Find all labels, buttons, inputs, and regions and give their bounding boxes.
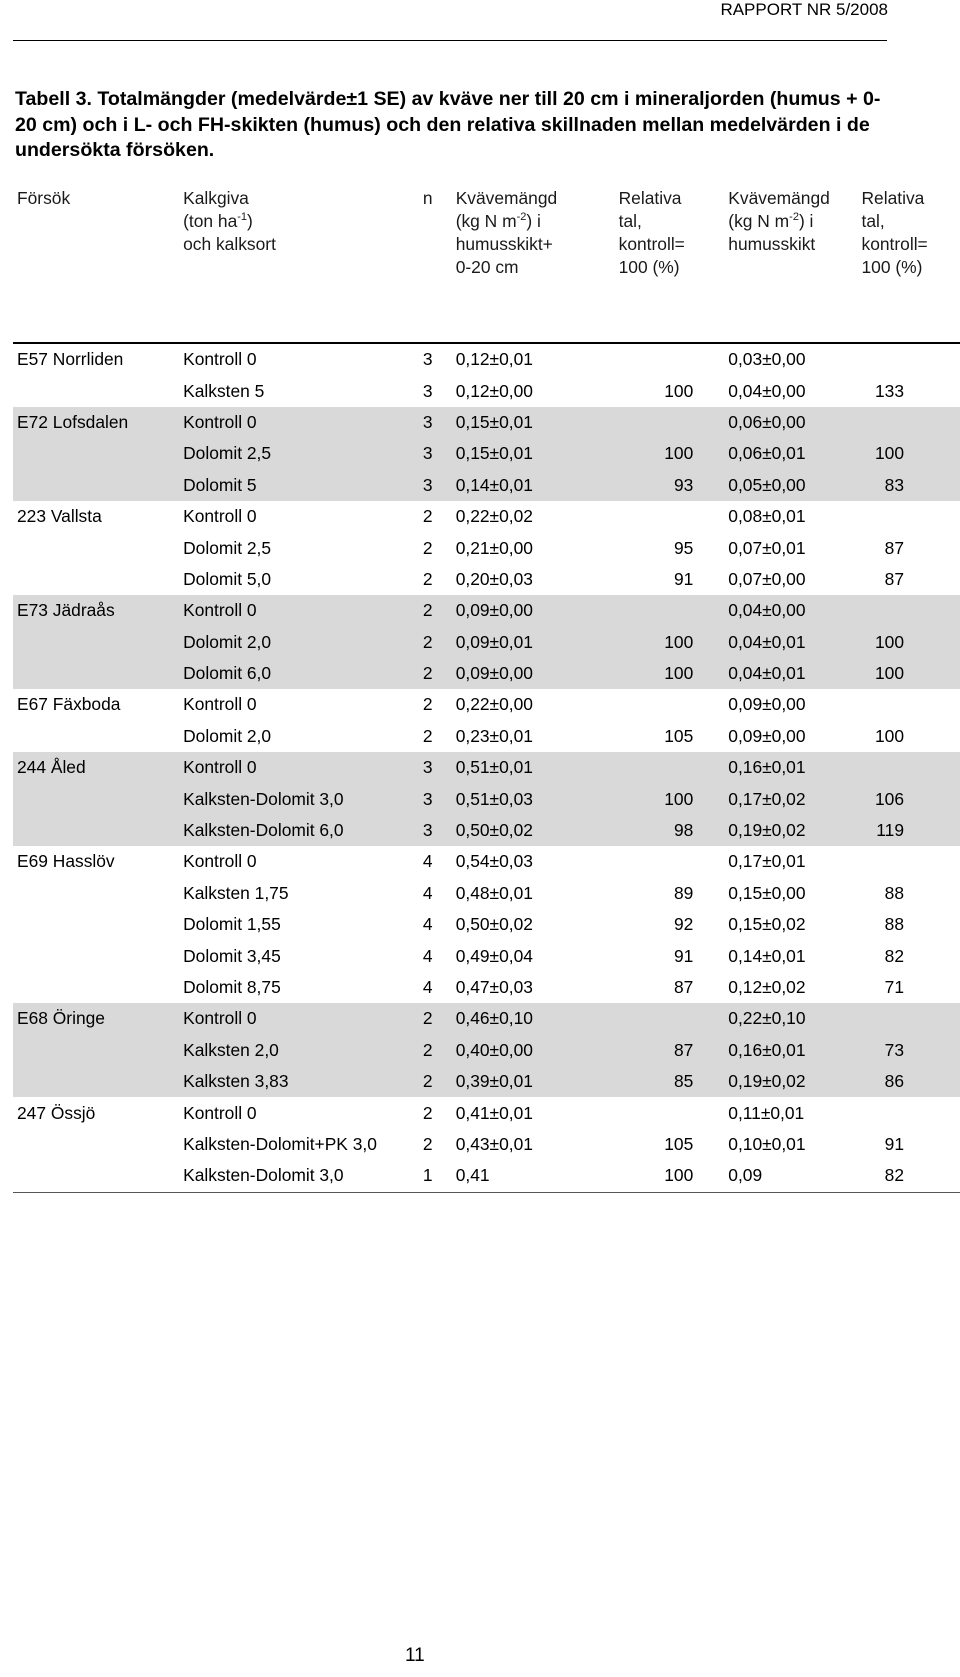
header-kalkgiva: Kalkgiva (ton $ha^{-1}$) och kalksort <box>183 188 276 254</box>
rel-total-cell: 105 <box>664 725 694 746</box>
n-cell: 3 <box>422 380 433 401</box>
n-humus-cell: 0,04±0,00 <box>728 595 861 626</box>
n-total-cell: 0,54±0,03 <box>455 851 533 872</box>
n-total-cell: 0,41 <box>455 1165 490 1186</box>
rel-total-cell: 100 <box>619 658 729 689</box>
site-cell <box>13 909 183 940</box>
rel-humus-cell: 133 <box>874 380 904 401</box>
table-row <box>13 972 960 1003</box>
n-cell: 2 <box>422 537 433 558</box>
n-total-cell: 0,41±0,01 <box>455 1102 533 1123</box>
site-cell <box>13 940 183 971</box>
site-cell <box>13 470 183 501</box>
rel-humus-cell: 71 <box>884 977 904 997</box>
n-humus-cell: 0,06±0,01 <box>728 438 861 469</box>
site-cell <box>13 1066 183 1097</box>
rel-total-cell <box>619 501 729 532</box>
rel-total-cell <box>619 752 729 783</box>
n-total-cell: 0,22±0,00 <box>455 694 533 715</box>
n-total-cell: 0,09±0,00 <box>456 658 619 689</box>
header-rule <box>13 40 887 41</box>
treatment-cell: Dolomit 6,0 <box>183 658 423 689</box>
site-cell <box>13 438 183 469</box>
site-cell <box>13 721 183 752</box>
treatment-cell: Kontroll 0 <box>183 851 257 872</box>
rel-humus-cell: 100 <box>862 438 960 469</box>
treatment-cell: Dolomit 8,75 <box>183 977 281 997</box>
site-cell <box>13 375 183 406</box>
treatment-cell: Kontroll 0 <box>183 1003 423 1034</box>
site-cell: E72 Lofsdalen <box>13 407 183 438</box>
site-cell: 247 Össjö <box>17 1102 96 1123</box>
n-cell: 2 <box>422 1133 433 1154</box>
n-cell: 4 <box>422 945 433 966</box>
n-total-cell: 0,47±0,03 <box>455 977 533 997</box>
table-row <box>13 752 960 783</box>
n-total-cell: 0,43±0,01 <box>455 1133 533 1154</box>
rel-humus-cell: 88 <box>884 882 904 903</box>
header-kvavemangd-total: Kvävemängd (kg N $m^{-2}$) i humusskikt+ 0-20 cm <box>455 188 558 277</box>
treatment-cell: Kalksten 3,83 <box>183 1066 423 1097</box>
treatment-cell: Kontroll 0 <box>183 407 423 438</box>
site-cell <box>13 972 183 1003</box>
site-cell: E57 Norrliden <box>17 349 124 370</box>
rel-total-cell <box>619 846 729 877</box>
rel-total-cell: 92 <box>673 914 694 935</box>
table-header-row <box>13 187 960 343</box>
rel-humus-cell <box>862 595 960 626</box>
rel-humus-cell: 100 <box>862 658 960 689</box>
n-total-cell: 0,15±0,01 <box>456 407 619 438</box>
site-cell <box>13 532 183 563</box>
rel-humus-cell: 119 <box>862 815 960 846</box>
n-cell: 3 <box>423 407 456 438</box>
n-humus-cell: 0,19±0,02 <box>728 815 861 846</box>
table-row <box>13 1097 960 1128</box>
table-row <box>13 470 960 501</box>
site-cell <box>13 878 183 909</box>
treatment-cell: Kontroll 0 <box>183 349 257 370</box>
rel-humus-cell: 87 <box>884 568 904 589</box>
site-cell: 223 Vallsta <box>17 506 102 527</box>
table-row <box>13 375 960 406</box>
rel-total-cell <box>619 344 729 375</box>
n-cell: 1 <box>422 1165 433 1186</box>
n-total-cell: 0,22±0,02 <box>455 506 533 527</box>
rel-humus-cell <box>862 344 960 375</box>
n-humus-cell: 0,14±0,01 <box>728 945 806 966</box>
header-relativa-humus: Relativa tal, kontroll= 100 (%) <box>861 188 928 277</box>
treatment-cell: Kontroll 0 <box>183 752 423 783</box>
n-humus-cell: 0,07±0,01 <box>728 537 806 558</box>
rel-humus-cell: 87 <box>884 537 904 558</box>
n-cell: 3 <box>423 438 456 469</box>
rel-humus-cell <box>862 501 960 532</box>
table-row <box>13 344 960 375</box>
header-n: n <box>422 188 433 208</box>
table-row <box>13 909 960 940</box>
site-cell <box>13 564 183 595</box>
table-row <box>13 1160 960 1192</box>
n-humus-cell: 0,22±0,10 <box>728 1003 861 1034</box>
rel-total-cell <box>619 1003 729 1034</box>
rel-total-cell <box>619 407 729 438</box>
rel-humus-cell: 82 <box>884 945 904 966</box>
site-cell: E73 Jädraås <box>13 595 183 626</box>
n-humus-cell: 0,04±0,00 <box>728 380 806 401</box>
rel-total-cell <box>619 595 729 626</box>
n-humus-cell: 0,04±0,01 <box>728 658 861 689</box>
header-kvavemangd-humus: Kvävemängd (kg N $m^{-2}$) i humusskikt <box>728 188 830 254</box>
n-humus-cell: 0,07±0,00 <box>728 568 806 589</box>
n-total-cell: 0,39±0,01 <box>456 1066 619 1097</box>
rel-total-cell: 93 <box>619 470 729 501</box>
treatment-cell: Kalksten-Dolomit 3,0 <box>183 783 423 814</box>
treatment-cell: Dolomit 1,55 <box>183 914 281 935</box>
rel-humus-cell <box>862 689 960 720</box>
treatment-cell: Kalksten 2,0 <box>183 1035 423 1066</box>
treatment-cell: Dolomit 2,0 <box>183 725 272 746</box>
table-row <box>13 1129 960 1160</box>
table-row <box>13 846 960 877</box>
rel-total-cell: 95 <box>673 537 694 558</box>
n-humus-cell: 0,09±0,00 <box>728 725 806 746</box>
n-total-cell: 0,15±0,01 <box>456 438 619 469</box>
table-row <box>13 658 960 689</box>
n-humus-cell: 0,10±0,01 <box>728 1133 806 1154</box>
rel-total-cell: 100 <box>619 783 729 814</box>
table-row <box>13 689 960 720</box>
n-total-cell: 0,50±0,02 <box>456 815 619 846</box>
n-cell: 3 <box>423 470 456 501</box>
table-row <box>13 564 960 595</box>
table-row <box>13 501 960 532</box>
n-total-cell: 0,46±0,10 <box>456 1003 619 1034</box>
n-humus-cell: 0,15±0,00 <box>728 882 806 903</box>
n-cell: 4 <box>422 914 433 935</box>
data-table <box>13 187 960 1193</box>
n-humus-cell: 0,19±0,02 <box>728 1066 861 1097</box>
n-humus-cell: 0,15±0,02 <box>728 914 806 935</box>
n-humus-cell: 0,17±0,02 <box>728 783 861 814</box>
treatment-cell: Dolomit 2,0 <box>183 627 423 658</box>
site-cell <box>13 1035 183 1066</box>
table-row <box>13 1035 960 1066</box>
rel-total-cell: 87 <box>673 977 694 997</box>
n-cell: 2 <box>423 1035 456 1066</box>
rel-total-cell: 100 <box>619 627 729 658</box>
n-total-cell: 0,40±0,00 <box>456 1035 619 1066</box>
treatment-cell: Kontroll 0 <box>183 595 423 626</box>
rel-humus-cell: 106 <box>862 783 960 814</box>
site-cell <box>13 815 183 846</box>
rel-humus-cell: 73 <box>862 1035 960 1066</box>
n-humus-cell: 0,04±0,01 <box>728 627 861 658</box>
n-humus-cell: 0,06±0,00 <box>728 407 861 438</box>
running-header: RAPPORT NR 5/2008 <box>720 0 888 19</box>
n-humus-cell: 0,12±0,02 <box>728 977 806 997</box>
n-cell: 2 <box>422 568 433 589</box>
n-total-cell: 0,49±0,04 <box>455 945 533 966</box>
treatment-cell: Kalksten-Dolomit+PK 3,0 <box>183 1133 377 1154</box>
n-cell: 2 <box>423 1066 456 1097</box>
header-relativa-total: Relativa tal, kontroll= 100 (%) <box>618 188 685 277</box>
rel-humus-cell: 100 <box>862 627 960 658</box>
site-cell <box>13 658 183 689</box>
n-cell: 2 <box>423 658 456 689</box>
n-cell: 2 <box>423 1003 456 1034</box>
n-total-cell: 0,09±0,01 <box>456 627 619 658</box>
treatment-cell: Dolomit 5,0 <box>183 568 272 589</box>
n-total-cell: 0,48±0,01 <box>455 882 533 903</box>
n-cell: 2 <box>422 506 433 527</box>
treatment-cell: Kalksten 5 <box>183 380 265 401</box>
rel-humus-cell <box>862 1097 960 1128</box>
n-humus-cell: 0,11±0,01 <box>728 1102 805 1123</box>
n-humus-cell: 0,03±0,00 <box>728 349 806 370</box>
n-cell: 2 <box>422 694 433 715</box>
site-cell <box>13 783 183 814</box>
rel-total-cell: 87 <box>619 1035 729 1066</box>
n-cell: 3 <box>423 783 456 814</box>
table-row <box>13 532 960 563</box>
n-humus-cell: 0,09 <box>728 1165 763 1186</box>
treatment-cell: Dolomit 2,5 <box>183 438 423 469</box>
rel-humus-cell <box>862 407 960 438</box>
n-cell: 4 <box>422 851 433 872</box>
n-total-cell: 0,23±0,01 <box>455 725 533 746</box>
table-row <box>13 940 960 971</box>
n-cell: 2 <box>422 1102 433 1123</box>
site-cell: 244 Åled <box>13 752 183 783</box>
table-caption: Tabell 3. Totalmängder (medelvärde±1 SE) av kväve ner till 20 cm i mineraljorden (humus + 0-20 cm) och i L- och FH-skikten (humus) och den relativa skillnaden mellan medelvärden i de undersökta försöken. <box>15 88 881 161</box>
rel-humus-cell: 88 <box>884 914 904 935</box>
rel-humus-cell: 83 <box>862 470 960 501</box>
rel-humus-cell: 86 <box>862 1066 960 1097</box>
table-row <box>13 407 960 438</box>
treatment-cell: Dolomit 5 <box>183 470 423 501</box>
n-total-cell: 0,51±0,03 <box>456 783 619 814</box>
table-row <box>13 1066 960 1097</box>
site-cell: E68 Öringe <box>13 1003 183 1034</box>
treatment-cell: Kontroll 0 <box>183 694 257 715</box>
rel-humus-cell <box>862 1003 960 1034</box>
rel-total-cell: 105 <box>664 1133 694 1154</box>
table-row <box>13 815 960 846</box>
site-cell: E67 Fäxboda <box>17 694 121 715</box>
rel-total-cell: 100 <box>664 1165 694 1186</box>
rel-total-cell: 98 <box>619 815 729 846</box>
page-number: 11 <box>405 1645 425 1666</box>
treatment-cell: Kontroll 0 <box>183 1102 257 1123</box>
n-cell: 3 <box>423 752 456 783</box>
table-bottom-rule <box>13 1192 960 1193</box>
n-cell: 3 <box>422 349 433 370</box>
n-total-cell: 0,14±0,01 <box>456 470 619 501</box>
rel-total-cell: 85 <box>619 1066 729 1097</box>
n-cell: 4 <box>422 977 433 997</box>
site-cell <box>13 1160 183 1192</box>
table-row <box>13 721 960 752</box>
n-cell: 2 <box>422 725 433 746</box>
n-total-cell: 0,51±0,01 <box>456 752 619 783</box>
table-row <box>13 438 960 469</box>
rel-total-cell: 100 <box>619 438 729 469</box>
rel-total-cell: 91 <box>673 568 694 589</box>
rel-total-cell: 100 <box>664 380 694 401</box>
header-forsok: Försök <box>17 188 71 208</box>
rel-total-cell <box>619 689 729 720</box>
treatment-cell: Kalksten-Dolomit 6,0 <box>183 815 423 846</box>
n-humus-cell: 0,16±0,01 <box>728 752 861 783</box>
n-cell: 3 <box>423 815 456 846</box>
treatment-cell: Dolomit 2,5 <box>183 537 272 558</box>
n-total-cell: 0,12±0,01 <box>455 349 533 370</box>
n-total-cell: 0,50±0,02 <box>455 914 533 935</box>
rel-humus-cell: 100 <box>874 725 904 746</box>
rel-humus-cell <box>862 846 960 877</box>
n-humus-cell: 0,16±0,01 <box>728 1035 861 1066</box>
n-total-cell: 0,20±0,03 <box>455 568 533 589</box>
rel-total-cell: 91 <box>673 945 694 966</box>
site-cell <box>13 1129 183 1160</box>
n-cell: 2 <box>423 627 456 658</box>
n-cell: 4 <box>422 882 433 903</box>
rel-humus-cell <box>862 752 960 783</box>
rel-total-cell <box>619 1097 729 1128</box>
treatment-cell: Dolomit 3,45 <box>183 945 281 966</box>
site-cell <box>13 627 183 658</box>
table-row <box>13 878 960 909</box>
n-humus-cell: 0,08±0,01 <box>728 506 806 527</box>
rel-humus-cell: 82 <box>884 1165 904 1186</box>
n-humus-cell: 0,09±0,00 <box>728 694 806 715</box>
n-humus-cell: 0,05±0,00 <box>728 470 861 501</box>
site-cell: E69 Hasslöv <box>17 851 115 872</box>
n-cell: 2 <box>423 595 456 626</box>
n-total-cell: 0,21±0,00 <box>455 537 533 558</box>
table-row <box>13 783 960 814</box>
table-row <box>13 627 960 658</box>
treatment-cell: Kalksten-Dolomit 3,0 <box>183 1165 344 1186</box>
n-total-cell: 0,12±0,00 <box>455 380 533 401</box>
treatment-cell: Kontroll 0 <box>183 506 257 527</box>
table-row <box>13 595 960 626</box>
rel-humus-cell: 91 <box>884 1133 904 1154</box>
treatment-cell: Kalksten 1,75 <box>183 882 289 903</box>
table-row <box>13 1003 960 1034</box>
n-total-cell: 0,09±0,00 <box>456 595 619 626</box>
rel-total-cell: 89 <box>673 882 694 903</box>
n-humus-cell: 0,17±0,01 <box>728 851 806 872</box>
